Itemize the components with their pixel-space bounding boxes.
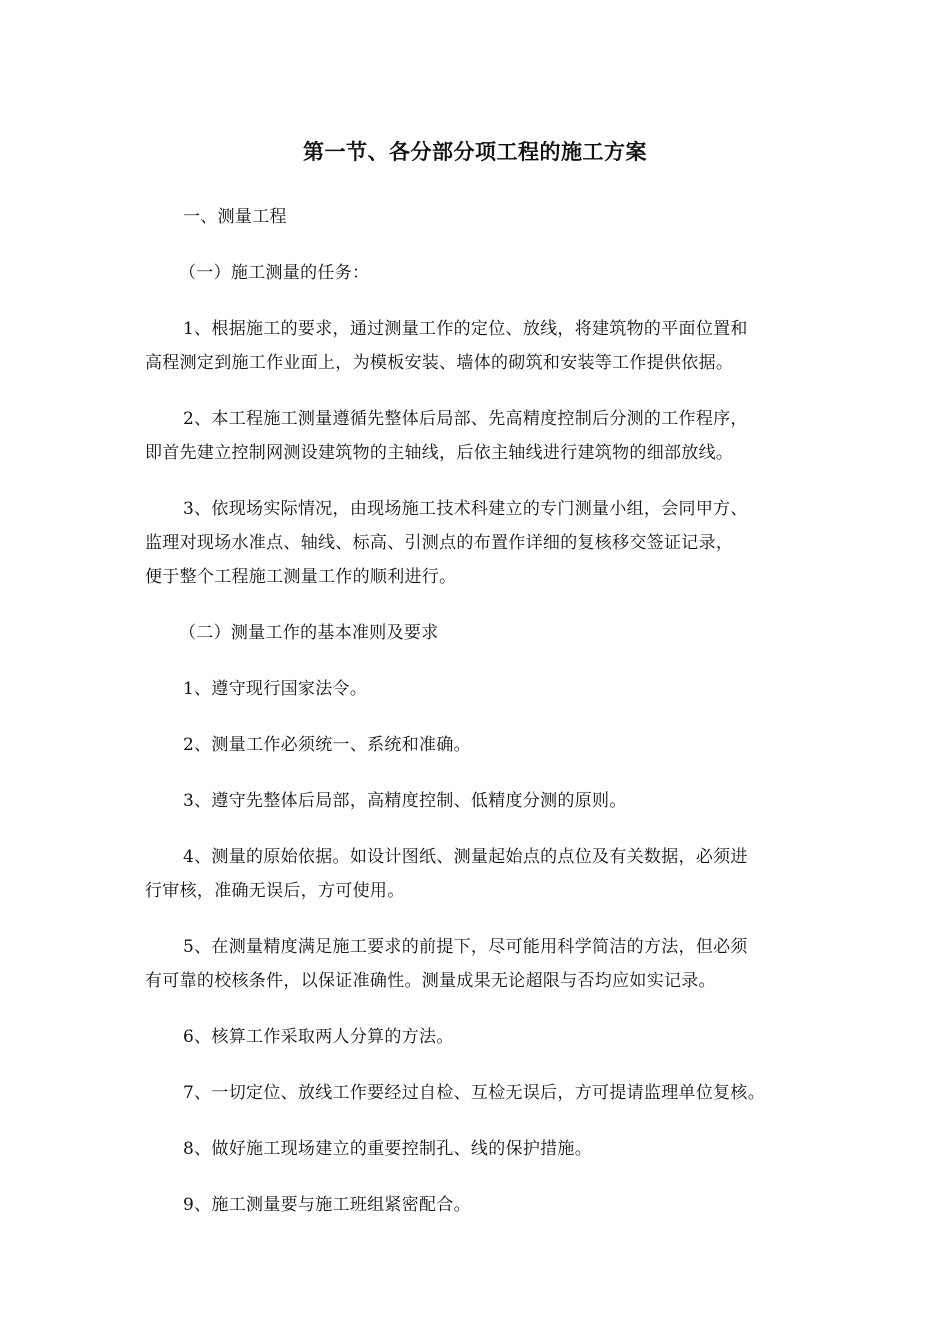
paragraph: 9、施工测量要与施工班组紧密配合。 (183, 1195, 471, 1215)
document-body (145, 200, 825, 1244)
section-heading: 一、测量工程 (183, 207, 287, 227)
paragraph: 8、做好施工现场建立的重要控制孔、线的保护措施。 (183, 1139, 593, 1159)
paragraph: 1、根据施工的要求，通过测量工作的定位、放线，将建筑物的平面位置和 高程测定到施工作业面上，为模板安装、墙体的砌筑和安装等工作提供依据。 (145, 319, 748, 373)
paragraph: 2、测量工作必须统一、系统和准确。 (183, 735, 471, 755)
paragraph: 7、一切定位、放线工作要经过自检、互检无误后，方可提请监理单位复核。 (183, 1083, 766, 1103)
subsection-heading: （二）测量工作的基本准则及要求 (179, 623, 439, 643)
paragraph: 6、核算工作采取两人分算的方法。 (183, 1027, 454, 1047)
page-title: 第一节、各分部分项工程的施工方案 (303, 139, 647, 164)
paragraph: 1、遵守现行国家法令。 (183, 679, 368, 699)
paragraph: 3、遵守先整体后局部，高精度控制、低精度分测的原则。 (183, 791, 627, 811)
paragraph: 3、依现场实际情况，由现场施工技术科建立的专门测量小组，会同甲方、 监理对现场水准点、轴线、标高、引测点的布置作详细的复核移交签证记录， 便于整个工程施工测量工作的顺利进行。 (145, 499, 748, 587)
paragraph: 4、测量的原始依据。如设计图纸、测量起始点的点位及有关数据，必须进 行审核，准确无误后，方可使用。 (145, 847, 748, 901)
subsection-heading: （一）施工测量的任务： (179, 263, 370, 283)
paragraph: 5、在测量精度满足施工要求的前提下，尽可能用科学简洁的方法，但必须 有可靠的校核条件，以保证准确性。测量成果无论超限与否均应如实记录。 (145, 937, 748, 991)
paragraph: 2、本工程施工测量遵循先整体后局部、先高精度控制后分测的工作程序， 即首先建立控制网测设建筑物的主轴线，后依主轴线进行建筑物的细部放线。 (145, 409, 748, 463)
